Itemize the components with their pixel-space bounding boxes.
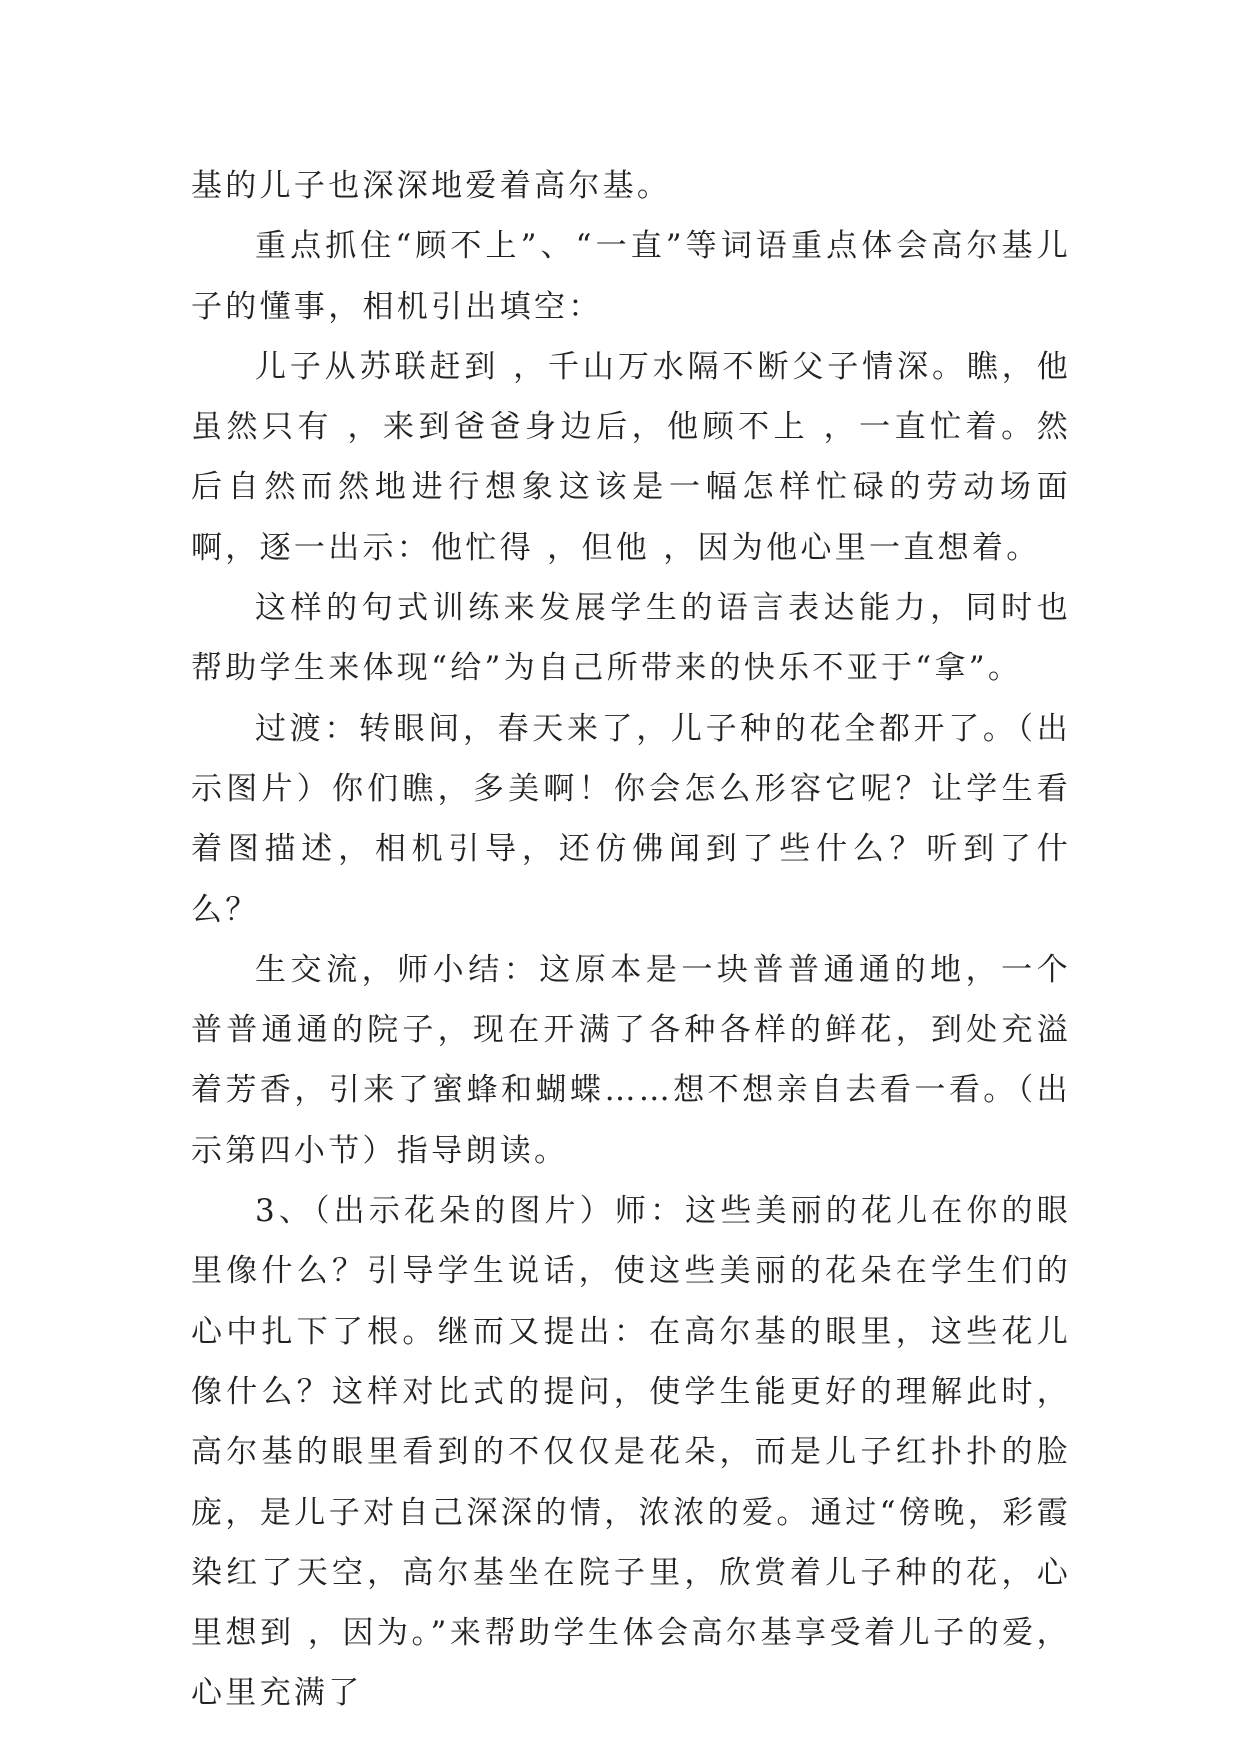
paragraph-continuation: 基的儿子也深深地爱着高尔基。: [191, 168, 672, 204]
paragraph-transition: 过渡：转眼间，春天来了，儿子种的花全都开了。（出示图片）你们瞧，多美啊！你会怎么形容它呢？让学生看着图描述，相机引导，还仿佛闻到了些什么？听到了什么？: [191, 710, 1071, 928]
paragraph-step-3: 3、（出示花朵的图片）师：这些美丽的花儿在你的眼里像什么？引导学生说话，使这些美丽的花朵在学生们的心中扎下了根。继而又提出：在高尔基的眼里，这些花儿像什么？这样对比式的提问，使学生能更好的理解此时，高尔基的眼里看到的不仅仅是花朵，而是儿子红扑扑的脸庞，是儿子对自己深深的情，浓浓的爱。通过“傍晚，彩霞染红了天空，高尔基坐在院子里，欣赏着儿子种的花，心里想到 ，因为。”来帮助学生体会高尔基享受着儿子的爱，心里充满了: [191, 1193, 1071, 1712]
paragraph-fill-in-blank: 儿子从苏联赶到 ，千山万水隔不断父子情深。瞧，他虽然只有 ，来到爸爸身边后，他顾不上 ，一直忙着。然后自然而然地进行想象这该是一幅怎样忙碌的劳动场面啊，逐一出示：他忙得 ，但他 ，因为他心里一直想着。: [191, 348, 1071, 566]
paragraph-summary: 生交流，师小结：这原本是一块普普通通的地，一个普普通通的院子，现在开满了各种各样的鲜花，到处充溢着芳香，引来了蜜蜂和蝴蝶……想不想亲自去看一看。（出示第四小节）指导朗读。: [191, 951, 1071, 1169]
document-body: [191, 156, 1071, 1724]
paragraph-focus-words: 重点抓住“顾不上”、“一直”等词语重点体会高尔基儿子的懂事，相机引出填空：: [191, 228, 1071, 325]
paragraph-sentence-training: 这样的句式训练来发展学生的语言表达能力，同时也帮助学生来体现“给”为自己所带来的快乐不亚于“拿”。: [191, 590, 1071, 687]
